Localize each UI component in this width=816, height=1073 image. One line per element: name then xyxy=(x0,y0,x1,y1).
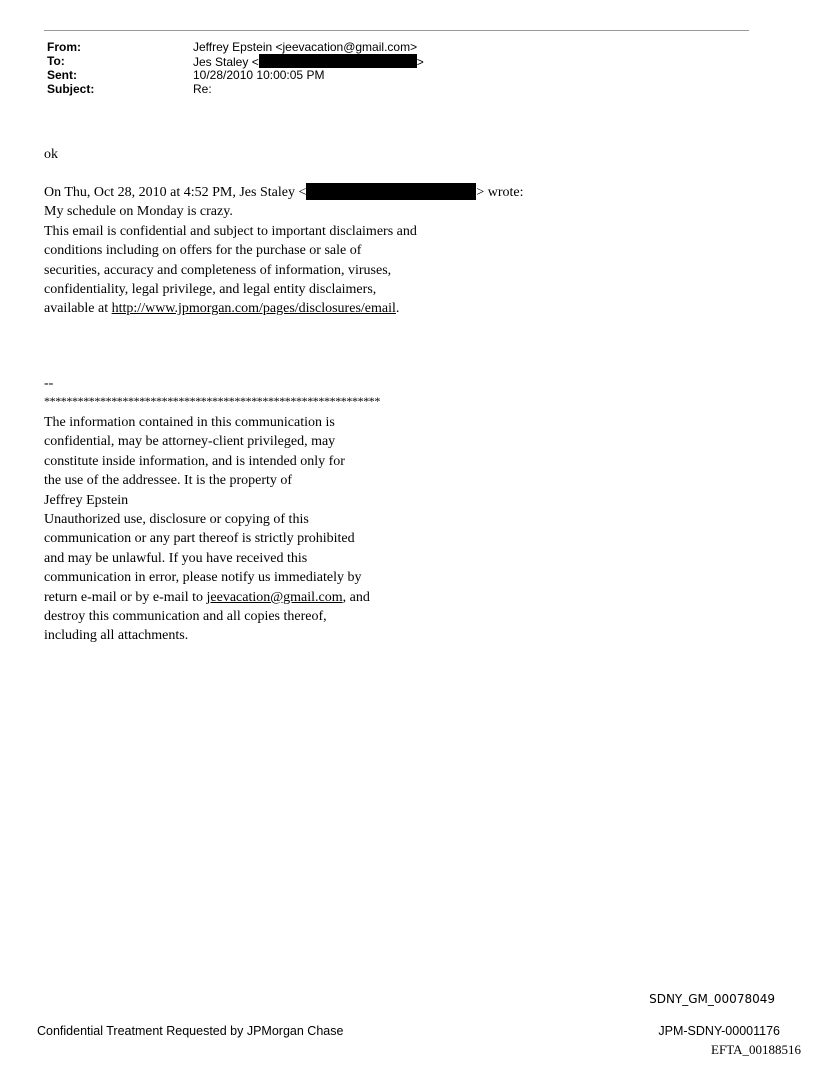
header-divider xyxy=(44,30,749,31)
sent-label: Sent: xyxy=(47,68,77,82)
bates-number-sdny: SDNY_GM_00078049 xyxy=(649,992,775,1006)
email-suffix: , and xyxy=(342,589,370,605)
quote-last-suffix: . xyxy=(395,301,400,317)
quote-line: This email is confidential and subject to important disclaimers and xyxy=(44,223,417,239)
confidential-note: Confidential Treatment Requested by JPMorgan Chase xyxy=(37,1024,344,1038)
signature-line: communication in error, please notify us immediately by xyxy=(44,570,362,586)
from-label: From: xyxy=(47,40,81,54)
to-suffix: > xyxy=(416,55,424,69)
quote-intro xyxy=(44,183,524,202)
bates-number-jpm: JPM-SDNY-00001176 xyxy=(658,1024,780,1038)
signature-line: communication or any part thereof is strictly prohibited xyxy=(44,531,355,547)
signature-separator: -- xyxy=(44,376,54,391)
reply-line: ok xyxy=(44,147,58,162)
signature-line: The information contained in this communication is xyxy=(44,415,335,430)
email-prefix: return e-mail or by e-mail to xyxy=(44,589,207,605)
signature-line: confidential, may be attorney-client privileged, may xyxy=(44,434,336,450)
quoted-message xyxy=(44,183,524,319)
quote-line: conditions including on offers for the purchase or sale of xyxy=(44,243,362,259)
signature-email-line xyxy=(44,588,380,607)
signature-line: constitute inside information, and is intended only for xyxy=(44,453,345,469)
signature-line: Unauthorized use, disclosure or copying of this xyxy=(44,511,309,527)
signature-line: including all attachments. xyxy=(44,628,189,644)
reply-text xyxy=(44,145,58,164)
to-prefix: Jes Staley < xyxy=(193,55,259,69)
quote-line: securities, accuracy and completeness of information, viruses, xyxy=(44,262,392,278)
subject-value: Re: xyxy=(193,82,212,96)
signature-line: and may be unlawful. If you have received this xyxy=(44,550,308,566)
quote-last-prefix: available at xyxy=(44,301,112,317)
signature-line: Jeffrey Epstein xyxy=(44,492,129,508)
redaction-box xyxy=(259,54,417,68)
quote-line-last xyxy=(44,299,524,318)
redaction-box xyxy=(306,183,476,200)
signature-block xyxy=(44,377,380,646)
subject-label: Subject: xyxy=(47,82,95,96)
quote-intro-prefix: On Thu, Oct 28, 2010 at 4:52 PM, Jes Staley < xyxy=(44,185,307,200)
quote-line: My schedule on Monday is crazy. xyxy=(44,204,233,220)
signature-line: destroy this communication and all copies thereof, xyxy=(44,608,327,624)
signature-line: the use of the addressee. It is the property of xyxy=(44,473,293,489)
sent-value: 10/28/2010 10:00:05 PM xyxy=(193,68,325,82)
from-value: Jeffrey Epstein <jeevacation@gmail.com> xyxy=(193,40,418,54)
to-label: To: xyxy=(47,54,65,68)
to-value xyxy=(193,54,424,69)
quote-line: confidentiality, legal privilege, and legal entity disclaimers, xyxy=(44,281,377,297)
quote-intro-suffix: > wrote: xyxy=(476,185,524,200)
disclosures-link[interactable]: http://www.jpmorgan.com/pages/disclosures/email xyxy=(111,301,396,317)
signature-stars: ************************************************************ xyxy=(44,394,381,408)
email-link[interactable]: jeevacation@gmail.com xyxy=(206,589,343,605)
bates-number-efta: EFTA_00188516 xyxy=(711,1042,801,1057)
